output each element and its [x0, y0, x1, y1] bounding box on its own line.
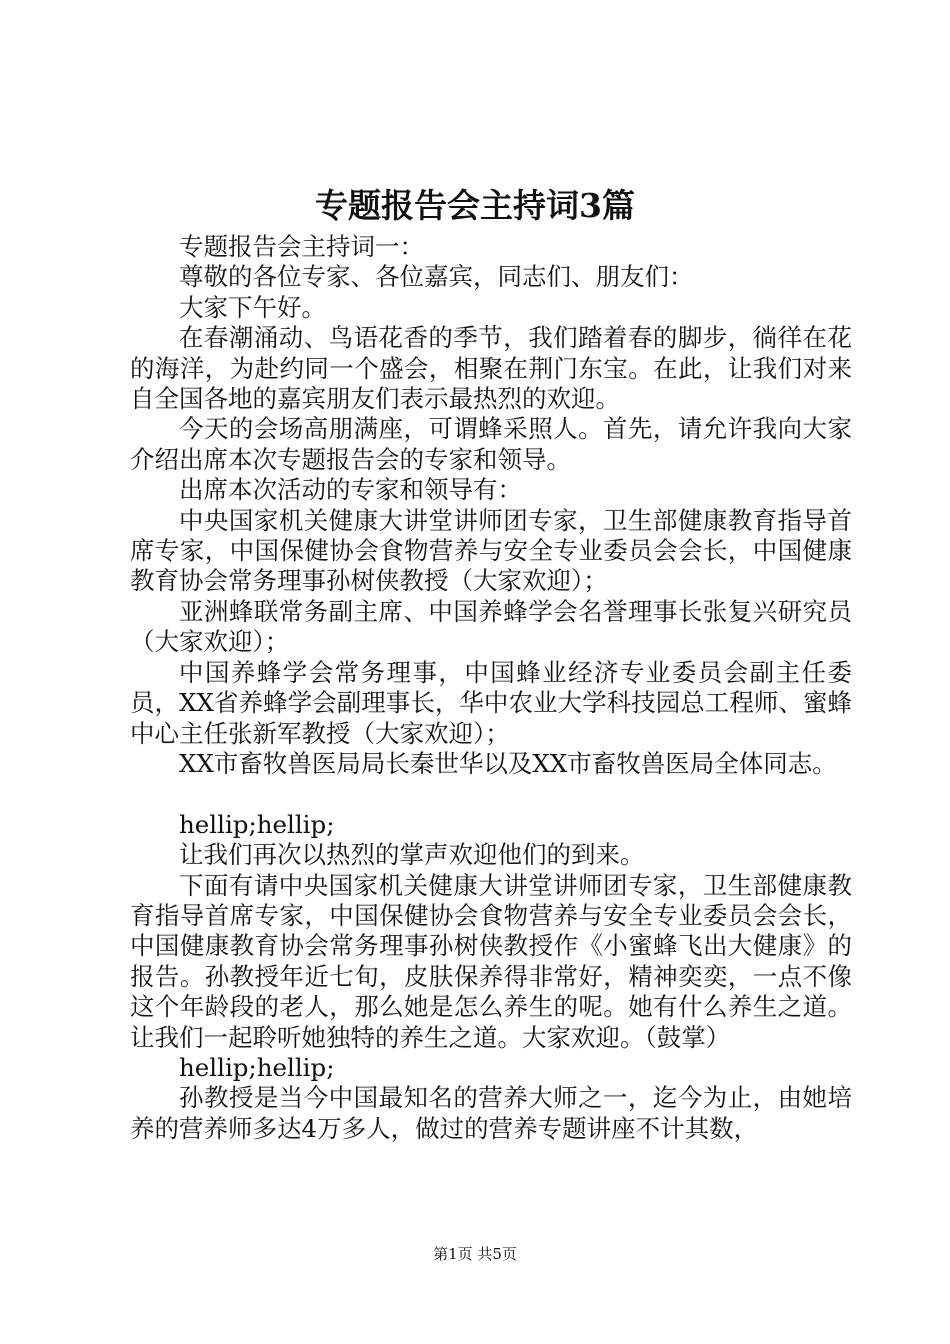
paragraph: hellip;hellip; [179, 809, 335, 839]
paragraph: 下面有请中央国家机关健康大讲堂讲师团专家，卫生部健康教育指导首席专家，中国保健协会食物营养与安全专业委员会会长，中国健康教育协会常务理事孙树侠教授作《小蜜蜂飞出大健康》的报告。孙教授年近七旬，皮肤保养得非常好，精神奕奕，一点不像这个年龄段的老人，那么她是怎么养生的呢。她有什么养生之道。让我们一起聆听她独特的养生之道。大家欢迎。（鼓掌） [130, 870, 852, 1052]
paragraph: 在春潮涌动、鸟语花香的季节，我们踏着春的脚步，徜徉在花的海洋，为赴约同一个盛会，相聚在荆门东宝。在此，让我们对来自全国各地的嘉宾朋友们表示最热烈的欢迎。 [130, 323, 852, 414]
paragraph: 让我们再次以热烈的掌声欢迎他们的到来。 [179, 840, 645, 870]
paragraph: 出席本次活动的专家和领导有： [179, 475, 522, 505]
paragraph: 中国养蜂学会常务理事，中国蜂业经济专业委员会副主任委员，XX省养蜂学会副理事长，华中农业大学科技园总工程师、蜜蜂中心主任张新军教授（大家欢迎）； [130, 657, 852, 748]
paragraph: 孙教授是当今中国最知名的营养大师之一，迄今为止，由她培养的营养师多达4万多人，做过的营养专题讲座不计其数， [130, 1083, 852, 1143]
paragraph: 大家下午好。 [179, 292, 326, 322]
paragraph: 亚洲蜂联常务副主席、中国养蜂学会名誉理事长张复兴研究员（大家欢迎）； [130, 596, 852, 657]
paragraph: 今天的会场高朋满座，可谓蜂采照人。首先，请允许我向大家介绍出席本次专题报告会的专家和领导。 [130, 414, 852, 474]
paragraph: hellip;hellip; [179, 1052, 335, 1082]
page-footer: 第1页 共5页 [433, 1245, 517, 1263]
paragraph: XX市畜牧兽医局局长秦世华以及XX市畜牧兽医局全体同志。 [179, 748, 837, 778]
paragraph: 专题报告会主持词一： [179, 232, 424, 261]
document-body [130, 232, 852, 1144]
paragraph: 尊敬的各位专家、各位嘉宾，同志们、朋友们： [179, 262, 694, 292]
document-title: 专题报告会主持词3篇 [315, 186, 635, 225]
blank-line [130, 779, 852, 809]
paragraph: 中央国家机关健康大讲堂讲师团专家，卫生部健康教育指导首席专家，中国保健协会食物营养与安全专业委员会会长，中国健康教育协会常务理事孙树侠教授（大家欢迎）； [130, 505, 852, 596]
